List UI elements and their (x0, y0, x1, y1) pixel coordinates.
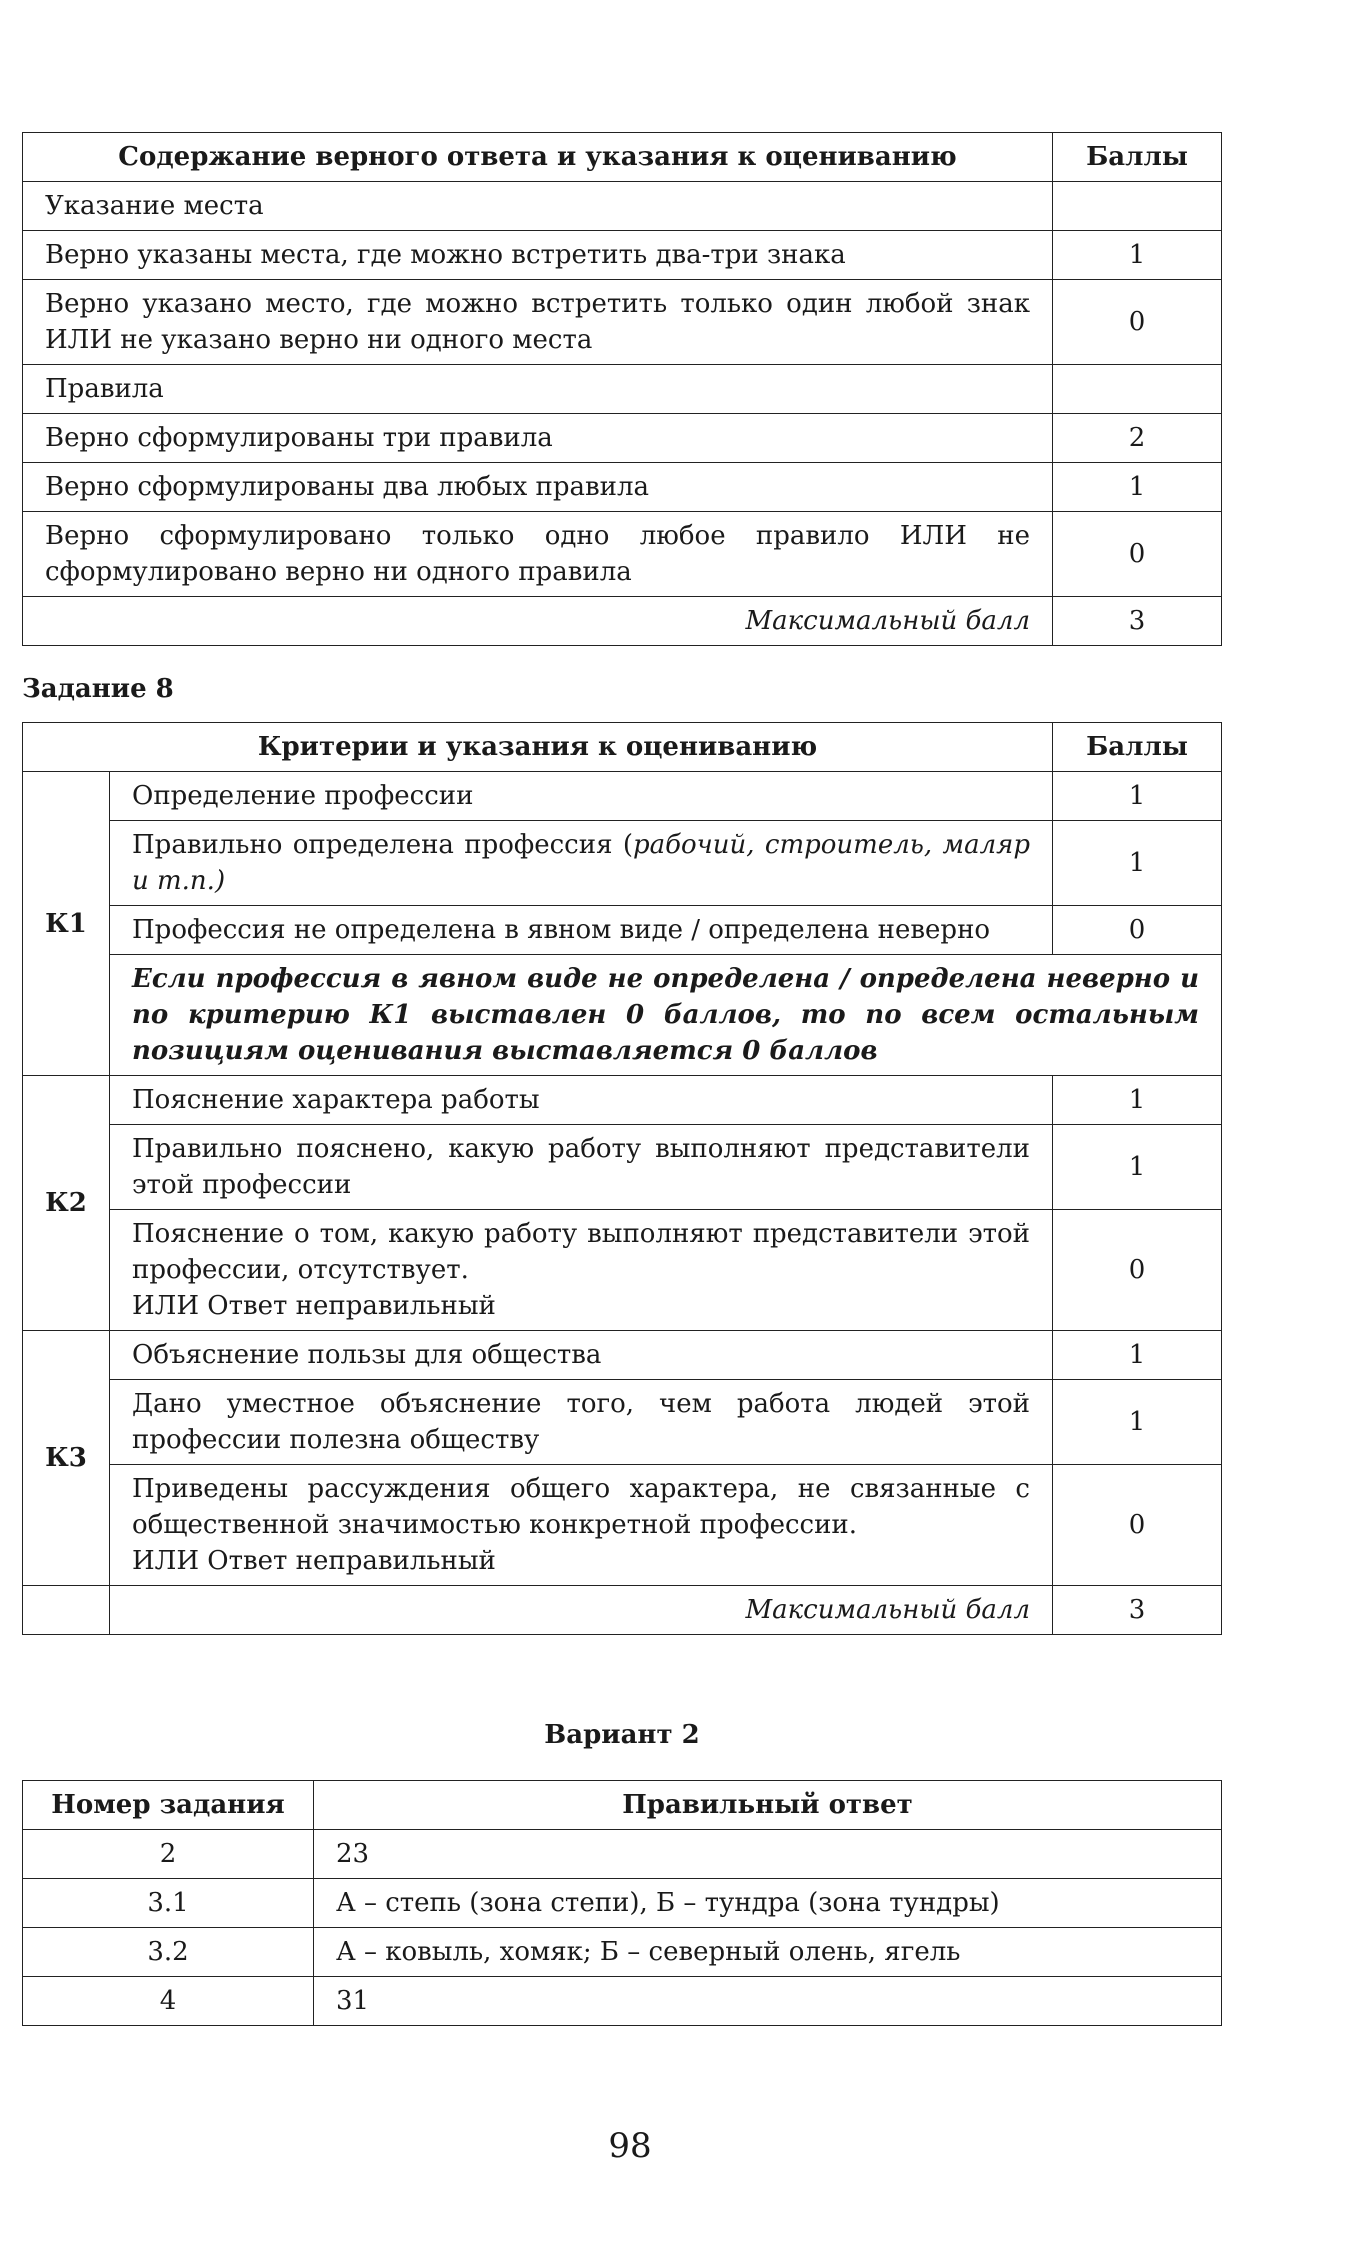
criteria-table-task7 (22, 132, 1222, 646)
row-number: 3.2 (23, 1928, 314, 1977)
row-text (110, 1465, 1053, 1586)
criterion-k2-label: К2 (23, 1076, 110, 1331)
table-row (23, 463, 1222, 512)
row-text: Верно сформулированы три правила (23, 414, 1053, 463)
row-text: Профессия не определена в явном виде / определена неверно (110, 906, 1053, 955)
row-score: 0 (1053, 280, 1222, 365)
page-number: 98 (608, 2126, 652, 2166)
row-score: 0 (1053, 1210, 1222, 1331)
column-header-answer: Правильный ответ (314, 1781, 1222, 1830)
max-score-label: Максимальный балл (23, 597, 1053, 646)
row-text (110, 1210, 1053, 1331)
row-text: Верно сформулировано только одно любое правило ИЛИ не сформулировано верно ни одного правила (23, 512, 1053, 597)
column-header-number: Номер задания (23, 1781, 314, 1830)
table-row (23, 182, 1222, 231)
row-text: Указание места (23, 182, 1053, 231)
row-text: Правильно пояснено, какую работу выполняют представители этой профессии (110, 1125, 1053, 1210)
criteria-table-task8 (22, 722, 1222, 1635)
table-row (23, 1879, 1222, 1928)
row-score: 1 (1053, 821, 1222, 906)
row-score: 1 (1053, 1125, 1222, 1210)
table-row (23, 414, 1222, 463)
table-row (23, 365, 1222, 414)
column-header-score: Баллы (1053, 723, 1222, 772)
row-text: Дано уместное объяснение того, чем работа людей этой профессии полезна обществу (110, 1380, 1053, 1465)
table-row (23, 1380, 1222, 1465)
max-score-row (23, 597, 1222, 646)
row-text: Правила (23, 365, 1053, 414)
row-text: Верно сформулированы два любых правила (23, 463, 1053, 512)
column-header-content: Содержание верного ответа и указания к оцениванию (23, 133, 1053, 182)
table-row (23, 772, 1222, 821)
variant-2-title: Вариант 2 (544, 1720, 700, 1750)
column-header-content: Критерии и указания к оцениванию (23, 723, 1053, 772)
table-row (23, 906, 1222, 955)
criterion-k3-label: К3 (23, 1331, 110, 1586)
row-answer: А – ковыль, хомяк; Б – северный олень, ягель (314, 1928, 1222, 1977)
table-row (23, 280, 1222, 365)
table-row (23, 1210, 1222, 1331)
criterion-k1-label: К1 (23, 772, 110, 1076)
row-text-line1: Пояснение о том, какую работу выполняют представители этой профессии, отсутствует. (132, 1219, 1030, 1285)
answers-table-variant2 (22, 1780, 1222, 2026)
row-score: 0 (1053, 906, 1222, 955)
table-row (23, 1928, 1222, 1977)
table-row (23, 1977, 1222, 2026)
row-number: 2 (23, 1830, 314, 1879)
row-text: Определение профессии (110, 772, 1053, 821)
table-row (23, 512, 1222, 597)
table-header-row (23, 723, 1222, 772)
column-header-score: Баллы (1053, 133, 1222, 182)
row-score: 2 (1053, 414, 1222, 463)
table-row (23, 1465, 1222, 1586)
row-number: 3.1 (23, 1879, 314, 1928)
empty-criterion-cell (23, 1586, 110, 1635)
k1-note-row (23, 955, 1222, 1076)
table-row (23, 821, 1222, 906)
row-answer: А – степь (зона степи), Б – тундра (зона тундры) (314, 1879, 1222, 1928)
table-row (23, 1331, 1222, 1380)
max-score-value: 3 (1053, 1586, 1222, 1635)
row-score: 0 (1053, 1465, 1222, 1586)
table-header-row (23, 1781, 1222, 1830)
row-score: 1 (1053, 463, 1222, 512)
row-number: 4 (23, 1977, 314, 2026)
row-text-line2: ИЛИ Ответ неправильный (132, 1291, 496, 1321)
row-text: Верно указано место, где можно встретить только один любой знак ИЛИ не указано верно ни одного места (23, 280, 1053, 365)
row-text: Объяснение пользы для общества (110, 1331, 1053, 1380)
row-score: 1 (1053, 1076, 1222, 1125)
max-score-value: 3 (1053, 597, 1222, 646)
row-text-plain: Правильно определена профессия ( (132, 830, 633, 860)
row-answer: 31 (314, 1977, 1222, 2026)
task-8-title: Задание 8 (22, 674, 174, 704)
row-score: 1 (1053, 1331, 1222, 1380)
row-score: 1 (1053, 231, 1222, 280)
row-answer: 23 (314, 1830, 1222, 1879)
row-text-italic: рабочий, строитель, маляр и т.п.) (132, 830, 1030, 896)
max-score-row (23, 1586, 1222, 1635)
table-row (23, 1830, 1222, 1879)
max-score-label: Максимальный балл (110, 1586, 1053, 1635)
table-row (23, 231, 1222, 280)
row-score: 1 (1053, 772, 1222, 821)
row-score: 0 (1053, 512, 1222, 597)
k1-note: Если профессия в явном виде не определена / определена неверно и по критерию К1 выставлен 0 баллов, то по всем остальным позициям оценивания выставляется 0 баллов (110, 955, 1222, 1076)
row-text: Пояснение характера работы (110, 1076, 1053, 1125)
table-row (23, 1076, 1222, 1125)
row-text-line1: Приведены рассуждения общего характера, не связанные с общественной значимостью конкретной профессии. (132, 1474, 1030, 1540)
row-text: Верно указаны места, где можно встретить два-три знака (23, 231, 1053, 280)
table-row (23, 1125, 1222, 1210)
row-text-line2: ИЛИ Ответ неправильный (132, 1546, 496, 1576)
row-score (1053, 365, 1222, 414)
table-header-row (23, 133, 1222, 182)
row-score: 1 (1053, 1380, 1222, 1465)
row-score (1053, 182, 1222, 231)
row-text (110, 821, 1053, 906)
